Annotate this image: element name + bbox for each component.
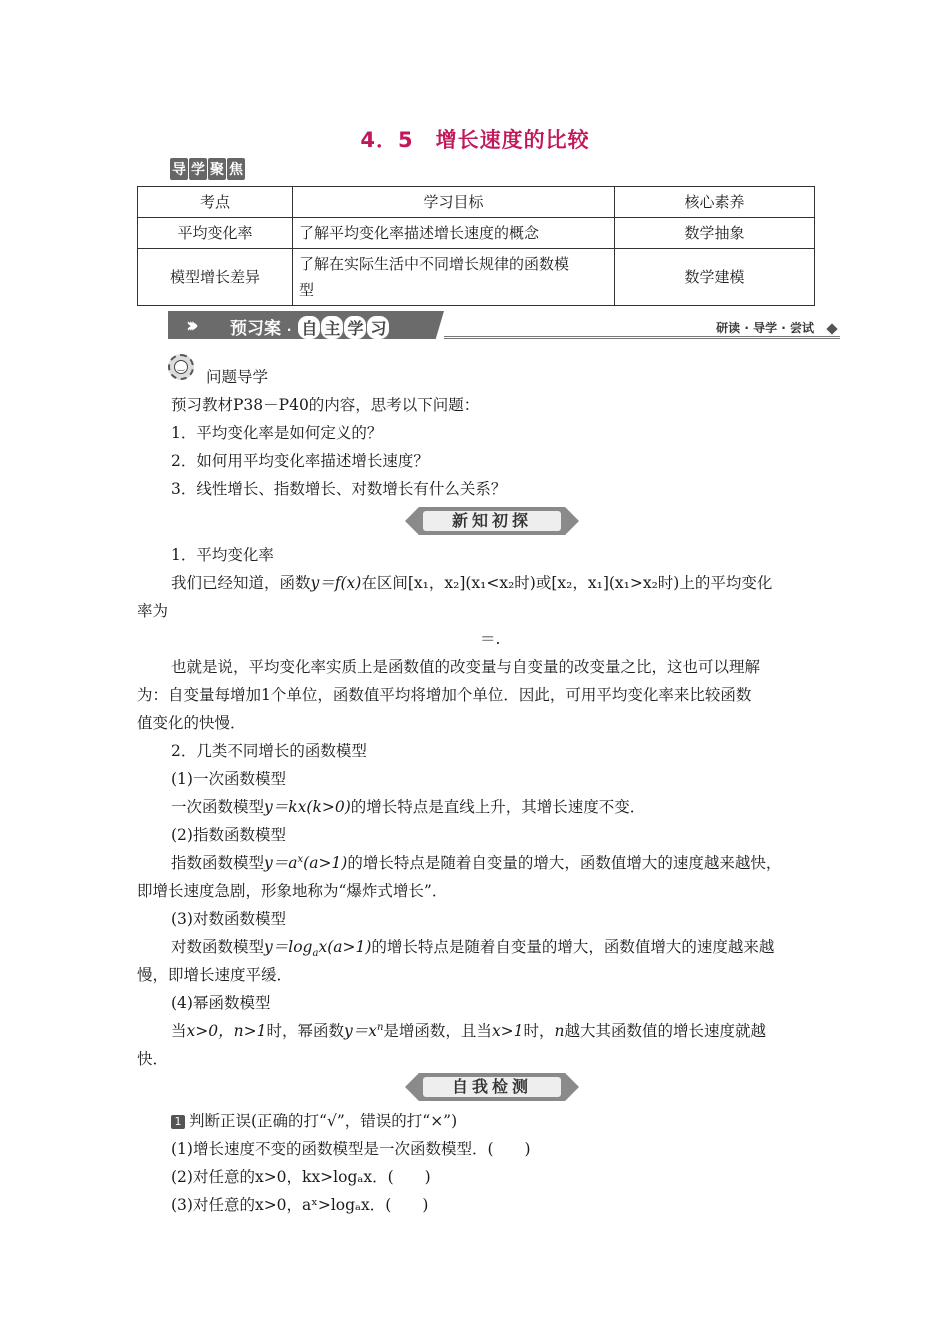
knowledge-heading: 2．几类不同增长的函数模型 — [171, 742, 367, 760]
table-cell: 平均变化率 — [138, 218, 293, 249]
table-header: 核心素养 — [615, 187, 815, 218]
table-cell: 数学建模 — [615, 249, 815, 306]
banner-dot: · — [286, 323, 292, 337]
goals-table — [137, 186, 815, 306]
smiley-icon: ‿ — [168, 354, 194, 380]
preview-question: 2．如何用平均变化率描述增长速度？ — [171, 452, 429, 470]
banner-pill: 学 — [344, 316, 366, 339]
knowledge-paragraph-cont: 率为 — [137, 602, 169, 620]
check-item: (2)对任意的x>0，kx>logₐx．( ) — [171, 1168, 431, 1186]
knowledge-paragraph: 也就是说，平均变化率实质上是函数值的改变量与自变量的改变量之比，这也可以理解 — [171, 658, 761, 676]
banner-pill: 习 — [367, 316, 389, 339]
preview-intro: 预习教材P38－P40的内容，思考以下问题： — [171, 396, 480, 414]
preview-heading: 问题导学 — [206, 368, 269, 386]
knowledge-paragraph: 我们已经知道，函数y＝f(x)在区间[x₁，x₂](x₁<x₂时)或[x₂，x₁](x₁>x₂时)上的平均变化 — [171, 574, 773, 592]
guide-tag-char: 聚 — [208, 158, 226, 180]
banner-rule — [444, 336, 840, 339]
knowledge-heading: 1．平均变化率 — [171, 546, 274, 564]
table-row — [138, 249, 815, 306]
knowledge-paragraph-cont: 为：自变量每增加1个单位，函数值平均将增加个单位．因此，可用平均变化率来比较函数 — [137, 686, 752, 704]
banner-title — [230, 314, 389, 339]
table-cell: 了解平均变化率描述增长速度的概念 — [293, 218, 615, 249]
model-title: (1)一次函数模型 — [171, 770, 286, 788]
table-row — [138, 218, 815, 249]
check-item: (1)增长速度不变的函数模型是一次函数模型．( ) — [171, 1140, 531, 1158]
question-number-badge: 1 — [171, 1115, 185, 1129]
model-title: (2)指数函数模型 — [171, 826, 286, 844]
knowledge-paragraph-cont: 值变化的快慢． — [137, 714, 246, 732]
section-banner-check — [405, 1073, 579, 1101]
model-text: 指数函数模型$y=a^x(a>1)$的增长特点是随着自变量的增大，函数值增大的速度越来越快， — [171, 853, 782, 872]
model-text-cont: 快． — [137, 1050, 169, 1068]
table-cell-line: 型 — [299, 281, 315, 299]
check-item: (3)对任意的x>0，aˣ>logₐx．( ) — [171, 1196, 429, 1214]
section-title: 新知初探 — [423, 511, 561, 531]
preview-question: 1．平均变化率是如何定义的？ — [171, 424, 383, 442]
model-text: 当x>0，n>1时，幂函数$y=x^n$是增函数，且当x>1时，n越大其函数值的增长速度就越 — [171, 1021, 767, 1040]
table-cell: 模型增长差异 — [138, 249, 293, 306]
table-cell-line: 了解在实际生活中不同增长规律的函数模 — [299, 255, 570, 273]
preview-banner — [168, 311, 840, 339]
model-text-cont: 即增长速度急剧，形象地称为“爆炸式增长”． — [137, 882, 448, 900]
section-title: 自我检测 — [423, 1077, 561, 1097]
model-text-cont: 慢，即增长速度平缓． — [137, 966, 293, 984]
check-prompt: 1 判断正误(正确的打“√”，错误的打“×”) — [171, 1109, 457, 1131]
banner-pill: 主 — [321, 316, 343, 339]
guide-tag-char: 学 — [189, 158, 207, 180]
table-cell — [293, 249, 615, 306]
model-text: 一次函数模型y＝kx(k>0)的增长特点是直线上升，其增长速度不变． — [171, 798, 646, 816]
banner-label: 预习案 — [230, 319, 281, 339]
guide-tag-char: 焦 — [227, 158, 245, 180]
table-cell: 数学抽象 — [615, 218, 815, 249]
banner-pill: 自 — [298, 316, 320, 339]
guide-tag — [170, 158, 246, 180]
banner-subtitle: 研读 · 导学 · 尝试 — [716, 321, 814, 335]
section-banner-new — [405, 507, 579, 535]
table-header: 学习目标 — [293, 187, 615, 218]
model-title: (4)幂函数模型 — [171, 994, 271, 1012]
table-header-row — [138, 187, 815, 218]
model-title: (3)对数函数模型 — [171, 910, 286, 928]
table-header: 考点 — [138, 187, 293, 218]
model-text: 对数函数模型$y=\log_ax(a>1)$的增长特点是随着自变量的增大，函数值增大的速度越来越 — [171, 938, 775, 960]
preview-question: 3．线性增长、指数增长、对数增长有什么关系？ — [171, 480, 507, 498]
formula-placeholder: ＝. — [480, 630, 501, 648]
guide-tag-char: 导 — [170, 158, 188, 180]
double-chevron-icon: ››› — [186, 313, 193, 337]
diamond-icon — [826, 323, 837, 334]
page-title: 4．5 增长速度的比较 — [360, 128, 590, 152]
